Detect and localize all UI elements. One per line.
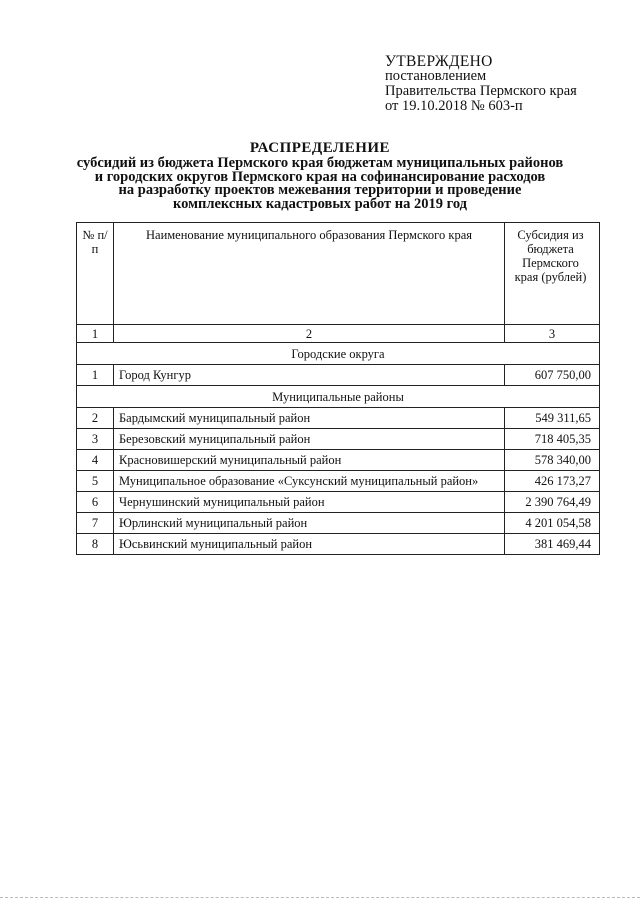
document-title: РАСПРЕДЕЛЕНИЕ [249,140,391,156]
subtitle-line: на разработку проектов межевания территории и проведение [118,182,522,198]
row-name: Муниципальное образование «Суксунский муниципальный район» [114,471,505,492]
section-title: Муниципальные районы [77,386,600,408]
table-row [77,450,600,471]
index-cell: 1 [77,325,114,343]
row-amount: 426 173,27 [505,471,600,492]
index-cell: 2 [114,325,505,343]
section-row [77,343,600,365]
row-name: Березовский муниципальный район [114,429,505,450]
section-title: Городские округа [77,343,600,365]
subsidy-table [76,222,600,555]
row-name: Красновишерский муниципальный район [114,450,505,471]
row-amount: 607 750,00 [505,365,600,386]
table-index-row [77,325,600,343]
row-amount: 578 340,00 [505,450,600,471]
row-amount: 718 405,35 [505,429,600,450]
page-bottom-divider [0,897,640,899]
approval-line: Правительства Пермского края [385,83,577,99]
row-amount: 2 390 764,49 [505,492,600,513]
row-amount: 4 201 054,58 [505,513,600,534]
approval-line: от 19.10.2018 № 603-п [385,98,523,114]
row-amount: 549 311,65 [505,408,600,429]
approval-line: постановлением [385,68,487,84]
row-num: 6 [77,492,114,513]
row-name: Юрлинский муниципальный район [114,513,505,534]
index-cell: 3 [505,325,600,343]
table-row [77,471,600,492]
header-name: Наименование муниципального образования Пермского края [114,223,505,325]
row-num: 1 [77,365,114,386]
row-num: 5 [77,471,114,492]
approval-heading: УТВЕРЖДЕНО [385,53,493,70]
table-row [77,408,600,429]
row-amount: 381 469,44 [505,534,600,555]
subtitle-line: комплексных кадастровых работ на 2019 год [172,195,468,212]
row-num: 4 [77,450,114,471]
approval-stamp [385,54,625,114]
header-num: № п/п [77,223,114,325]
subtitle-line: и городских округов Пермского края на софинансирование расходов [94,168,546,185]
document-subtitle [60,157,580,211]
row-name: Бардымский муниципальный район [114,408,505,429]
subtitle-line: субсидий из бюджета Пермского края бюджетам муниципальных районов [76,155,564,171]
row-num: 8 [77,534,114,555]
section-row [77,386,600,408]
table-row [77,365,600,386]
row-num: 3 [77,429,114,450]
row-name: Город Кунгур [114,365,505,386]
row-num: 2 [77,408,114,429]
table-row [77,513,600,534]
header-amount: Субсидия из бюджета Пермского края (рублей) [505,223,600,325]
row-name: Юсьвинский муниципальный район [114,534,505,555]
row-name: Чернушинский муниципальный район [114,492,505,513]
table-row [77,534,600,555]
table-row [77,429,600,450]
table-row [77,492,600,513]
row-num: 7 [77,513,114,534]
table-header-row [77,223,600,325]
